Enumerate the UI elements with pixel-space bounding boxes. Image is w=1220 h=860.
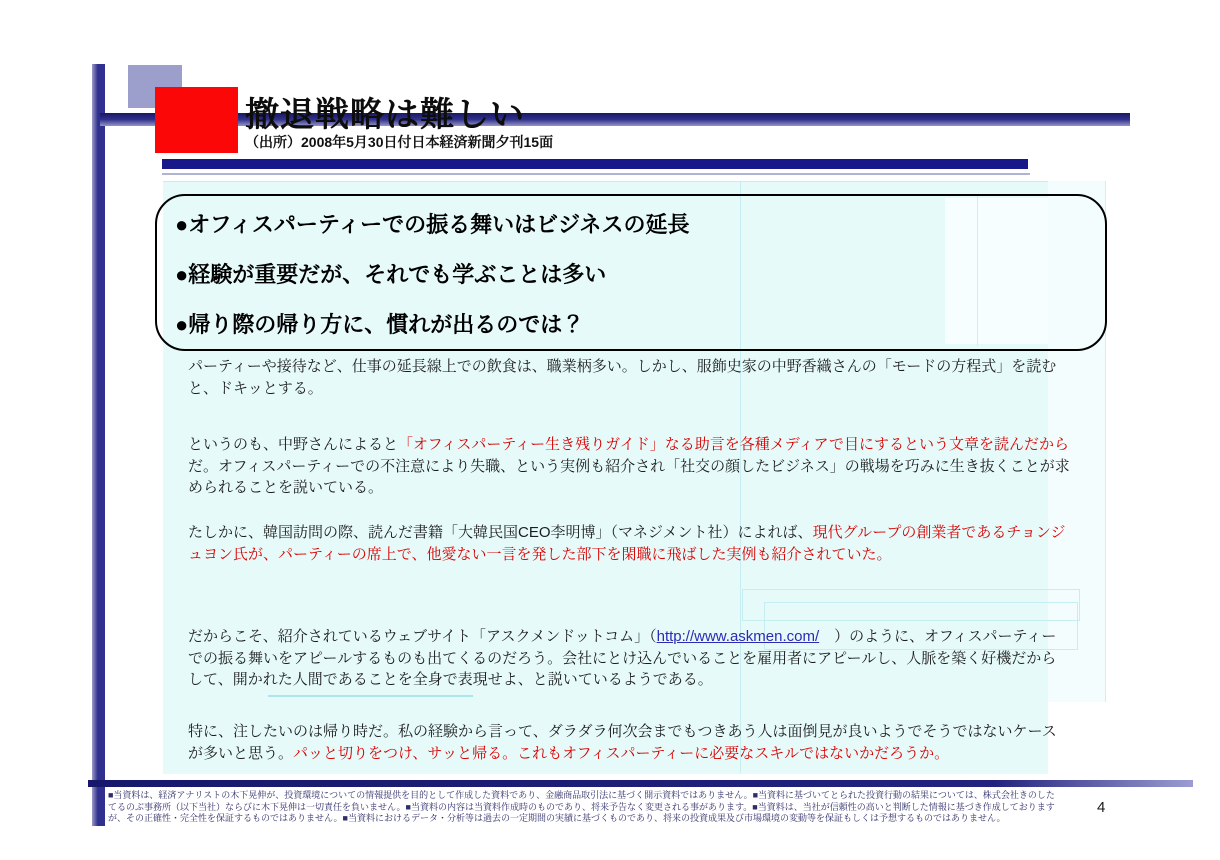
section-divider-thin-line [162,173,1030,175]
left-accent-bar [92,64,105,826]
text-segment: だ。オフィスパーティーでの不注意により失職、という実例も紹介され「社交の顔したビジネス」の戦場を巧みに生き抜くことが求められることを説いている。 [188,457,1070,496]
askmen-link[interactable]: http://www.askmen.com/ [656,628,820,645]
text-segment-red: 現代グループの創業者であるチョンジュヨン氏が、パーティーの席上で、他愛ない一言を発した部下を閑職に飛ばした実例も紹介されていた。 [188,524,1066,563]
text-segment-red: パッと切りをつけ、サッと帰る。これもオフィスパーティーに必要なスキルではないかだろうか。 [293,744,950,762]
footer-divider-bar [88,780,1193,787]
summary-bullet-2: ●経験が重要だが、それでも学ぶことは多い [175,262,607,287]
section-divider-bar [162,159,1028,169]
disclaimer-line-2: てるのぶ事務所（以下当社）ならびに木下晃伸は一切責任を負いません。■当資料の内容は当資料作成時のものであり、将来予告なく変更される事があります。■当資料は、当社が信頼性の高いと判断した情報に基づき作成しております [108,801,1055,812]
paragraph-2 [188,434,1070,499]
cyan-underline-artifact [268,695,473,697]
summary-bullet-3: ●帰り際の帰り方に、慣れが出るのでは？ [175,312,585,337]
page-title: 撤退戦略は難しい [245,95,525,134]
text-segment: というのも、中野さんによると [188,436,399,453]
paragraph-3 [188,522,1070,565]
summary-box [155,194,1107,351]
disclaimer-line-1: ■当資料は、経済アナリストの木下晃伸が、投資環境についての情報提供を目的として作成した資料であり、金融商品取引法に基づく開示資料ではありません。■当資料に基づいてとられた投資行動の結果については、株式会社きのした [108,790,1055,800]
red-square-decoration [155,87,238,153]
paragraph-1 [188,356,1070,399]
text-segment: たしかに、韓国訪問の際、読んだ書籍「大韓民国CEO李明博」（マネジメント社）によれば、 [188,524,813,541]
disclaimer-line-3: が、その正確性・完全性を保証するものではありません。■当資料におけるデータ・分析等は過去の一定期間の実績に基づくものであり、将来の投資成果及び市場環境の変動等を保証もしくは予想するものではありません。 [108,813,1006,823]
summary-bullet-1: ●オフィスパーティーでの振る舞いはビジネスの延長 [175,212,690,237]
text-segment: だからこそ、紹介されているウェブサイト「アスクメンドットコム」（ [188,628,657,645]
source-caption: （出所）2008年5月30日付日本経済新聞夕刊15面 [245,134,554,150]
text-segment: 特に、注したいのは帰り時だ。私の経験から言って、ダラダラ何次会までもつきあう人は面倒見が良いようでそうではないケースが多いと思う。 [188,723,1057,762]
paragraph-5 [188,721,1070,764]
text-segment: ）のように、オフィスパーティーでの振る舞いをアピールするものも出てくるのだろう。会社にとけ込んでいることを雇用者にアピールし、人脈を築く好機だからして、開かれた人間であることを全身で表現せよ、と説いているようである。 [188,628,1057,688]
paragraph-4 [188,626,1070,691]
page-number: 4 [1097,799,1106,816]
disclaimer-text [108,790,1073,825]
text-segment-red: 「オフィスパーティー生き残りガイド」なる助言を各種メディアで目にするという文章を読んだから [398,436,1069,453]
text-segment: パーティーや接待など、仕事の延長線上での飲食は、職業柄多い。しかし、服飾史家の中野香織さんの「モードの方程式」を読むと、ドキッとする。 [188,358,1057,397]
